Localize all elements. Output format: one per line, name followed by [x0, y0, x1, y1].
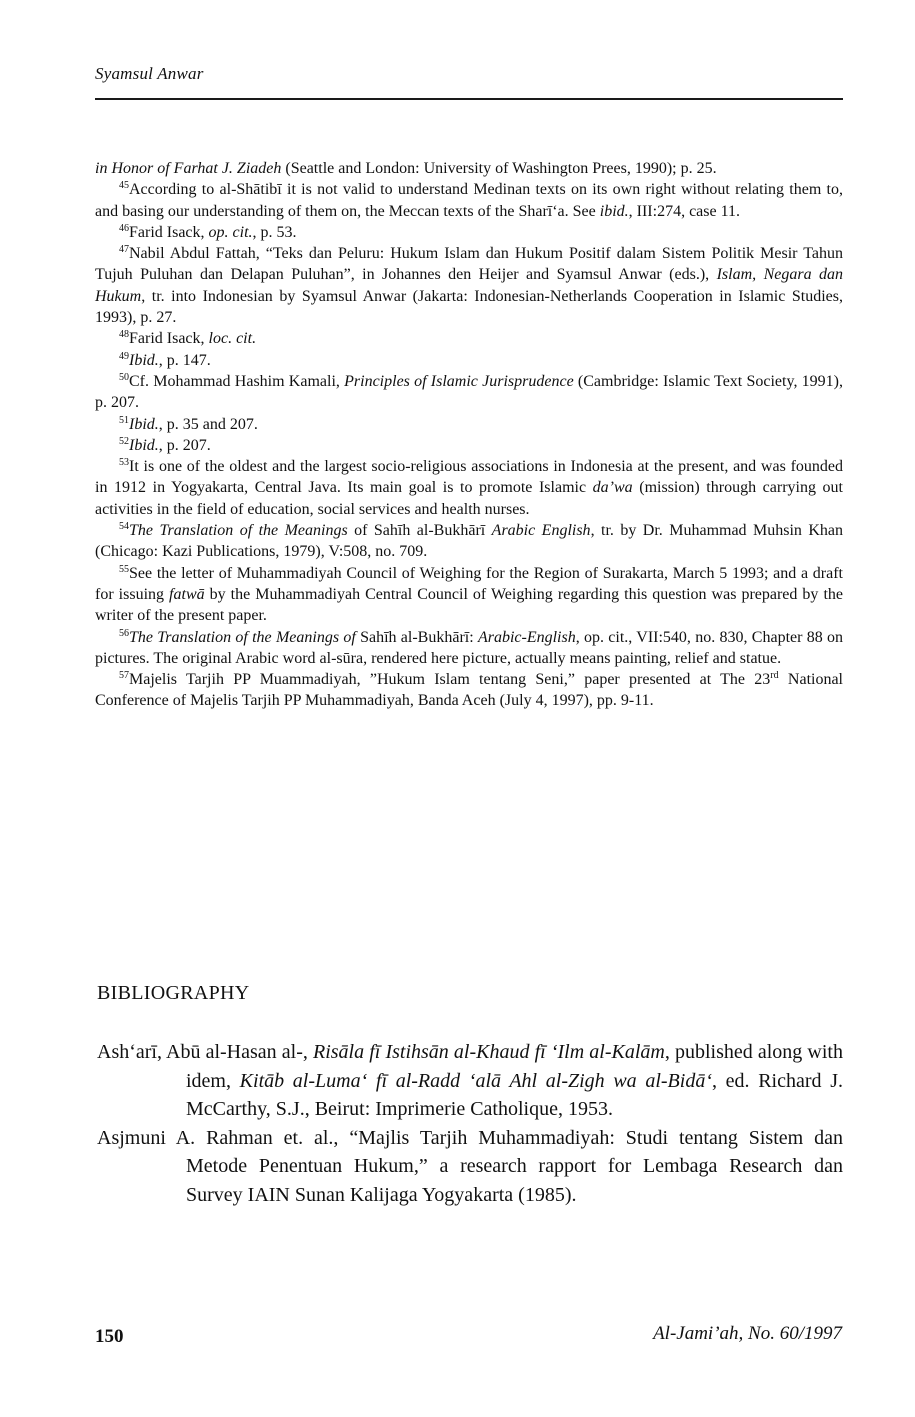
bibliography-entry — [97, 1124, 843, 1210]
running-header — [95, 64, 843, 84]
text-run: , p. 35 and 207. — [158, 415, 258, 433]
footnote-number: 49 — [119, 350, 129, 362]
superscript: rd — [770, 670, 779, 682]
italic-text: op. cit. — [208, 223, 253, 241]
text-run: , p. 207. — [158, 436, 211, 454]
text-run: Farid Isack, — [129, 223, 209, 241]
italic-text: in Honor of Farhat J. Ziadeh — [95, 160, 282, 177]
footnote-54 — [95, 520, 843, 563]
footnote-50 — [95, 371, 843, 414]
page-number: 150 — [95, 1326, 124, 1347]
italic-text: Ibid. — [129, 415, 159, 433]
footnote-number: 52 — [119, 435, 129, 447]
text-run: , published along with idem, — [186, 1041, 843, 1092]
text-run: , ed. Richard J. McCarthy, S.J., Beirut: Imprimerie Catholique, 1953. — [186, 1069, 843, 1121]
italic-text: loc. cit. — [208, 330, 257, 348]
footnote-number: 47 — [119, 244, 129, 256]
italic-text: Principles of Islamic Jurisprudence — [344, 372, 574, 390]
text-run: , op. cit., VII:540, no. 830, Chapter 88 on pictures. The original Arabic word al-sūra, rendered here picture, actually means painting, relief and statue. — [95, 628, 844, 667]
bibliography-list — [97, 1038, 843, 1210]
text-run: , tr. by Dr. Muhammad Muhsin Khan (Chicago: Kazi Publications, 1979), V:508, no. 709. — [95, 522, 844, 561]
footnote-57 — [95, 669, 843, 712]
italic-text: Risāla fī Istihsān al-Khaud fī ‘Ilm al-Kalām — [312, 1041, 665, 1063]
italic-text: Ibid. — [129, 436, 159, 454]
footnote-number: 54 — [119, 521, 129, 533]
bibliography-heading: BIBLIOGRAPHY — [97, 982, 250, 1004]
footnote-number: 51 — [119, 414, 129, 426]
text-run: of Sahīh al-Bukhārī — [347, 522, 492, 540]
footnote-56 — [95, 627, 843, 670]
text-run: (mission) through carrying out activities in the field of education, social services and health nurses. — [95, 479, 844, 518]
footnote-49 — [95, 350, 843, 371]
italic-text: Islam, Negara dan Hukum — [95, 266, 843, 305]
text-run: , p. 53. — [252, 223, 297, 241]
text-run: , p. 147. — [158, 351, 211, 369]
footnote-number: 56 — [119, 627, 129, 639]
footnote-55 — [95, 563, 843, 627]
text-run: Asjmuni A. Rahman et. al., “Majlis Tarjih Muhammadiyah: Studi tentang Sistem dan Metode Penentuan Hukum,” a research rapport for Lembaga Research dan Survey IAIN Sunan Kalijaga Yogyakarta (1985). — [97, 1126, 843, 1206]
footnote-number: 55 — [119, 563, 129, 575]
text-run: (Seattle and London: University of Washington Prees, 1990); p. 25. — [281, 160, 717, 177]
italic-text: Arabic English — [491, 522, 591, 540]
text-run: According to al-Shātibī it is not valid to understand Medinan texts on its own right without relating them to, and basing our understanding of them on, the Meccan texts of the Sharī‘a. See — [95, 181, 843, 220]
text-run: , III:274, case 11. — [628, 202, 741, 220]
footnote-53 — [95, 456, 843, 520]
footnote-number: 53 — [119, 457, 129, 469]
footnote-47 — [95, 243, 843, 328]
text-run: by the Muhammadiyah Central Council of Weighing regarding this question was prepared by the writer of the present paper. — [95, 585, 843, 625]
running-title: Syamsul Anwar — [95, 64, 204, 83]
footnote-51 — [95, 414, 843, 435]
footnote-45 — [95, 179, 843, 222]
text-run: National Conference of Majelis Tarjih PP Muhammadiyah, Banda Aceh (July 4, 1997), pp. 9-11. — [95, 671, 844, 710]
journal-citation: Al-Jami’ah, No. 60/1997 — [653, 1323, 842, 1344]
header-rule — [95, 98, 843, 100]
text-run: Majelis Tarjih PP Muammadiyah, ”Hukum Islam tentang Seni,” paper presented at The 23 — [129, 671, 771, 689]
italic-text: Arabic-English — [477, 628, 576, 646]
text-run: It is one of the oldest and the largest socio-religious associations in Indonesia at the present, and was founded in 1912 in Yogyakarta, Central Java. Its main goal is to promote Islamic — [95, 458, 843, 497]
text-run: Sahīh al-Bukhārī: — [355, 628, 478, 646]
italic-text: ibid. — [599, 202, 629, 220]
footnote-48 — [95, 328, 843, 349]
text-run: See the letter of Muhammadiyah Council of Weighing for the Region of Surakarta, March 5 1993; and a draft for issuing — [95, 564, 843, 603]
footnote-number: 57 — [119, 670, 129, 682]
footnote-46 — [95, 222, 843, 243]
footnote-number: 46 — [119, 222, 129, 234]
footnote-number: 48 — [119, 329, 129, 341]
footnote-number: 50 — [119, 371, 129, 383]
text-run: (Cambridge: Islamic Text Society, 1991), p. 207. — [95, 372, 843, 412]
italic-text: fatwā — [169, 585, 205, 603]
italic-text: Kitāb al-Luma‘ fī al-Radd ‘alā Ahl al-Zigh wa al-Bidā‘ — [239, 1069, 712, 1092]
footnote-52 — [95, 435, 843, 456]
italic-text: da’wa — [592, 479, 633, 497]
footnotes-section — [95, 158, 843, 712]
footnote-continued — [95, 158, 843, 179]
italic-text: Ibid. — [129, 351, 159, 369]
text-run: Nabil Abdul Fattah, “Teks dan Peluru: Hukum Islam dan Hukum Positif dalam Sistem Politik Mesir Tahun Tujuh Puluhan dan Delapan Puluhan”, in Johannes den Heijer and Syamsul Anwar (eds.), — [95, 245, 843, 284]
italic-text: The Translation of the Meanings of — [129, 628, 356, 646]
text-run: Ash‘arī, Abū al-Hasan al-, — [97, 1041, 313, 1063]
text-run: Cf. Mohammad Hashim Kamali, — [129, 372, 345, 390]
italic-text: The Translation of the Meanings — [129, 522, 348, 540]
text-run: , tr. into Indonesian by Syamsul Anwar (Jakarta: Indonesian-Netherlands Cooperation in Islamic Studies, 1993), p. 27. — [95, 287, 843, 327]
text-run: Farid Isack, — [129, 330, 209, 348]
bibliography-entry — [97, 1038, 843, 1124]
footnote-number: 45 — [119, 180, 129, 192]
